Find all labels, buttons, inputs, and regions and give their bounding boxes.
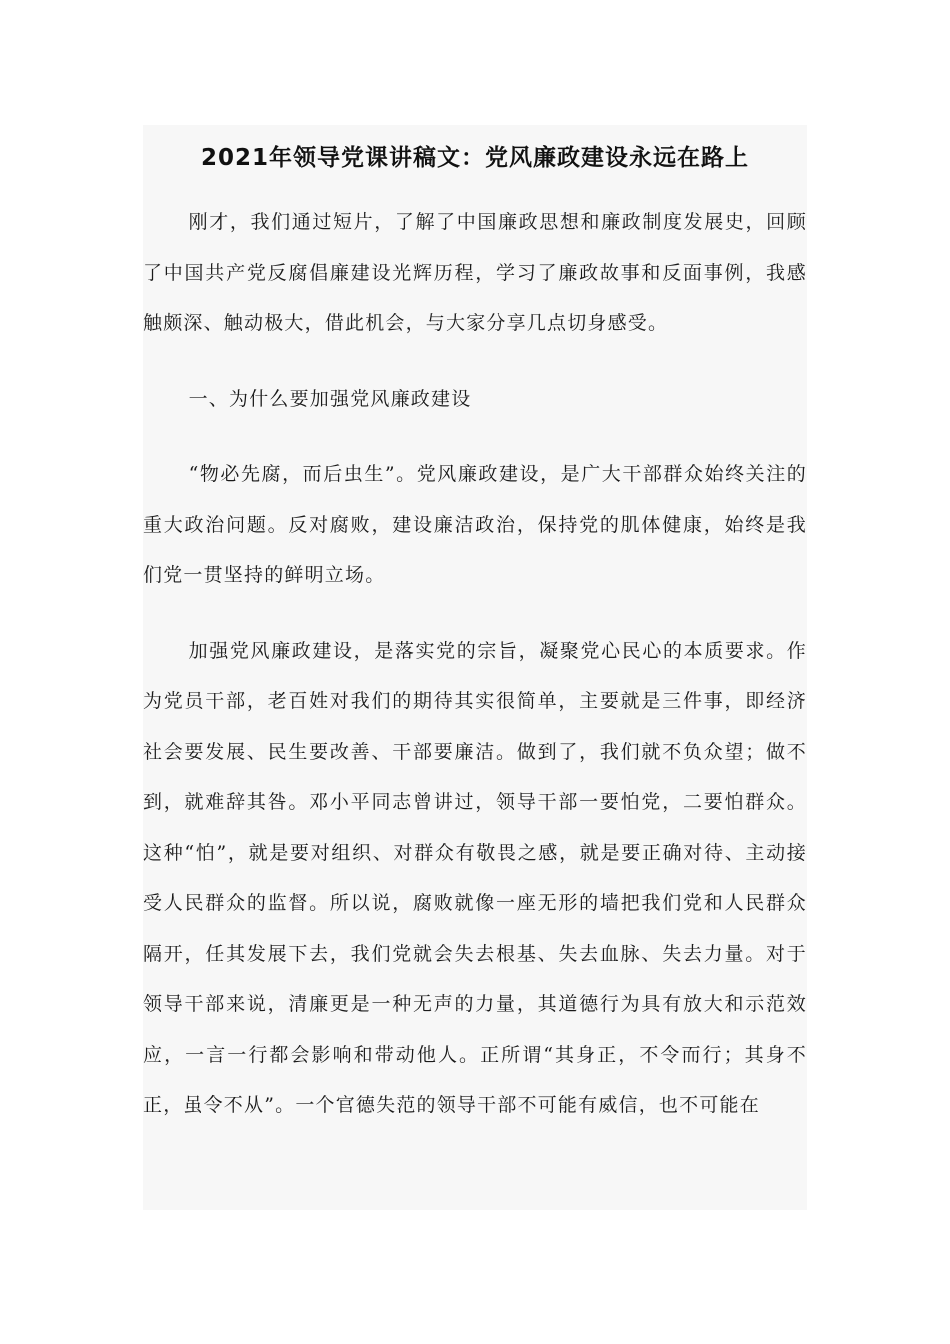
section-heading: 一、为什么要加强党风廉政建设 [188, 387, 472, 410]
paragraph-body: 加强党风廉政建设，是落实党的宗旨，凝聚党心民心的本质要求。作为党员干部，老百姓对我们的期待其实很简单，主要就是三件事，即经济社会要发展、民生要改善、干部要廉洁。做到了，我们就不负众望；做不到，就难辞其咎。邓小平同志曾讲过，领导干部一要怕党，二要怕群众。这种“怕”，就是要对组织、对群众有敬畏之感，就是要正确对待、主动接受人民群众的监督。所以说，腐败就像一座无形的墙把我们党和人民群众隔开，任其发展下去，我们党就会失去根基、失去血脉、失去力量。对于领导干部来说，清廉更是一种无声的力量，其道德行为具有放大和示范效应，一言一行都会影响和带动他人。正所谓“其身正，不令而行；其身不正，虽令不从”。一个官德失范的领导干部不可能有威信，也不可能在 [143, 639, 807, 1116]
document-body [143, 125, 807, 1131]
paragraph-intro: 刚才，我们通过短片，了解了中国廉政思想和廉政制度发展史，回顾了中国共产党反腐倡廉建设光辉历程，学习了廉政故事和反面事例，我感触颇深、触动极大，借此机会，与大家分享几点切身感受。 [143, 211, 807, 334]
document-title: 2021年领导党课讲稿文：党风廉政建设永远在路上 [200, 145, 749, 171]
paragraph-quote: “物必先腐，而后虫生”。党风廉政建设，是广大干部群众始终关注的重大政治问题。反对腐败，建设廉洁政治，保持党的肌体健康，始终是我们党一贯坚持的鲜明立场。 [143, 463, 807, 586]
